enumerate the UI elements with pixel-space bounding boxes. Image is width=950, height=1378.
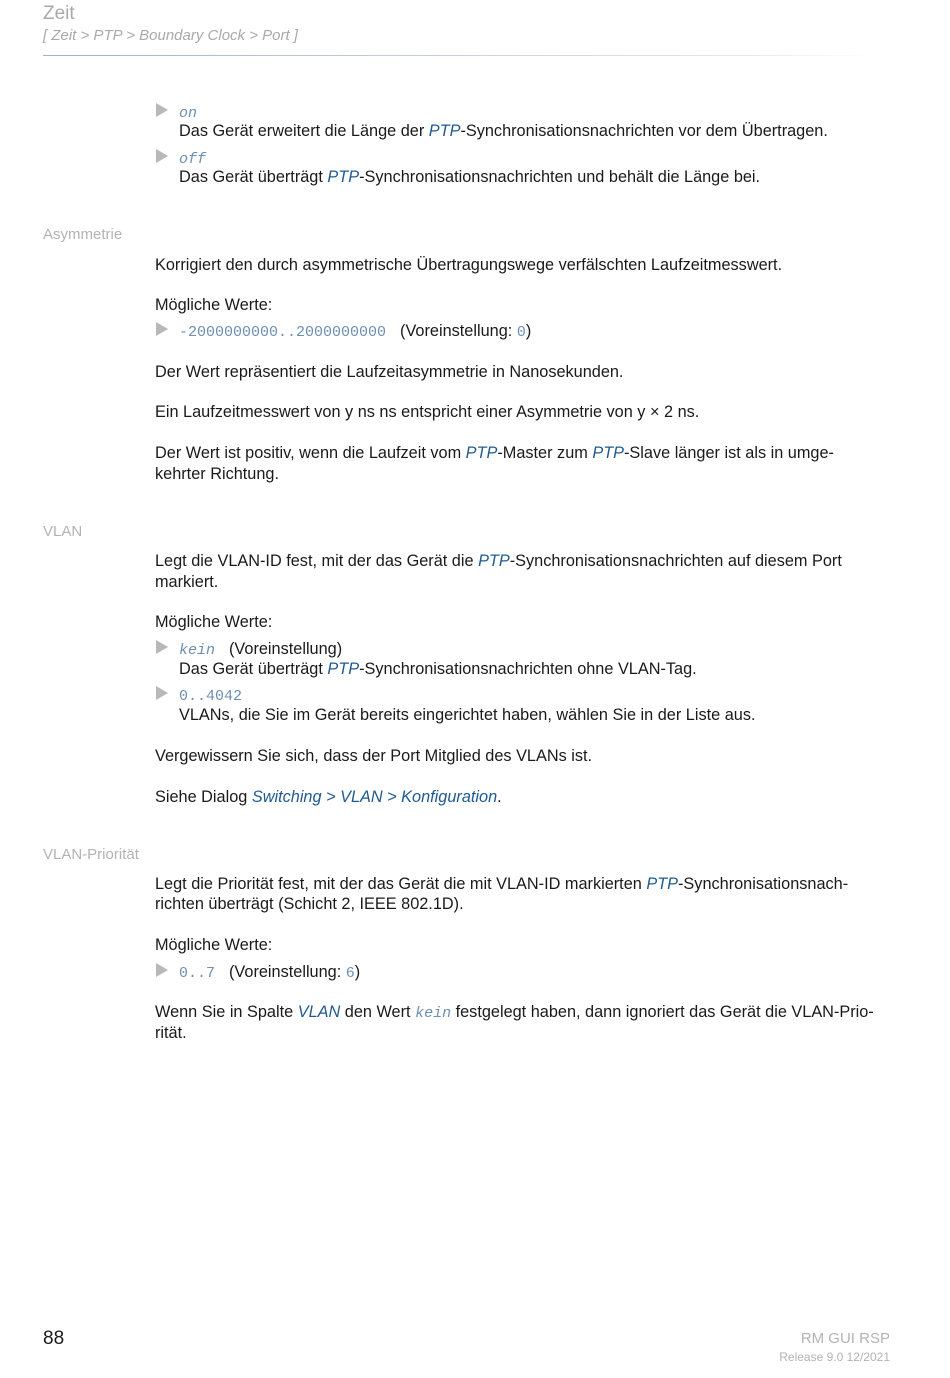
- release-info: Release 9.0 12/2021: [779, 1350, 890, 1364]
- paragraph: markiert.: [155, 573, 219, 591]
- value-range: -2000000000..2000000000 (Voreinstellung: 0): [179, 322, 532, 341]
- section-label-vlan: VLAN: [43, 523, 83, 540]
- value-range: 0..7 (Voreinstellung: 6): [179, 963, 361, 982]
- value-range: 0..4042: [179, 688, 243, 705]
- paragraph: Legt die VLAN-ID fest, mit der das Gerät die PTP-Synchronisationsnachrichten auf diesem Port: [155, 552, 842, 570]
- possible-values-label: Mögliche Werte:: [155, 296, 273, 314]
- bullet-triangle-icon: [156, 963, 168, 977]
- section-label-asymmetrie: Asymmetrie: [43, 226, 123, 243]
- dialog-link[interactable]: Switching > VLAN > Konfiguration: [251, 788, 498, 806]
- paragraph: Legt die Priorität fest, mit der das Gerät die mit VLAN-ID markierten PTP-Synchronisationsnach-: [155, 875, 849, 893]
- value-kein-description: Das Gerät überträgt PTP-Synchronisationsnachrichten ohne VLAN-Tag.: [179, 660, 697, 678]
- section-label-vlan-prioritaet: VLAN-Priorität: [43, 846, 139, 863]
- paragraph: Siehe Dialog Switching > VLAN > Konfiguration.: [155, 788, 502, 806]
- bullet-triangle-icon: [156, 686, 168, 700]
- possible-values-label: Mögliche Werte:: [155, 936, 273, 954]
- paragraph: rität.: [155, 1024, 187, 1042]
- value-kein: kein (Voreinstellung): [179, 640, 343, 659]
- chapter-title: Zeit: [43, 3, 75, 24]
- document-name: RM GUI RSP: [800, 1330, 890, 1347]
- value-on: on: [179, 105, 198, 122]
- paragraph: Ein Laufzeitmesswert von y ns ns entspricht einer Asymmetrie von y × 2 ns.: [155, 403, 700, 421]
- bullet-triangle-icon: [156, 149, 168, 163]
- bullet-triangle-icon: [156, 103, 168, 117]
- paragraph: Wenn Sie in Spalte VLAN den Wert kein festgelegt haben, dann ignoriert das Gerät die VLAN-Prio-: [155, 1003, 874, 1022]
- possible-values-label: Mögliche Werte:: [155, 613, 273, 631]
- value-on-description: Das Gerät erweitert die Länge der PTP-Synchronisationsnachrichten vor dem Übertragen.: [179, 122, 828, 140]
- paragraph: Vergewissern Sie sich, dass der Port Mitglied des VLANs ist.: [155, 747, 593, 765]
- paragraph: Der Wert repräsentiert die Laufzeitasymmetrie in Nanosekunden.: [155, 363, 624, 381]
- breadcrumb: [ Zeit > PTP > Boundary Clock > Port ]: [43, 27, 298, 44]
- paragraph: kehrter Richtung.: [155, 465, 279, 483]
- value-off: off: [179, 151, 207, 168]
- value-range-description: VLANs, die Sie im Gerät bereits eingerichtet haben, wählen Sie in der Liste aus.: [179, 706, 756, 724]
- bullet-triangle-icon: [156, 640, 168, 654]
- value-off-description: Das Gerät überträgt PTP-Synchronisationsnachrichten und behält die Länge bei.: [179, 168, 761, 186]
- page-number: 88: [43, 1328, 65, 1349]
- paragraph: Der Wert ist positiv, wenn die Laufzeit vom PTP-Master zum PTP-Slave länger ist als in umge-: [155, 444, 834, 462]
- paragraph: richten überträgt (Schicht 2, IEEE 802.1D).: [155, 895, 464, 913]
- bullet-triangle-icon: [156, 322, 168, 336]
- header-divider: [43, 55, 873, 56]
- paragraph: Korrigiert den durch asymmetrische Übertragungswege verfälschten Laufzeitmesswert.: [155, 256, 783, 274]
